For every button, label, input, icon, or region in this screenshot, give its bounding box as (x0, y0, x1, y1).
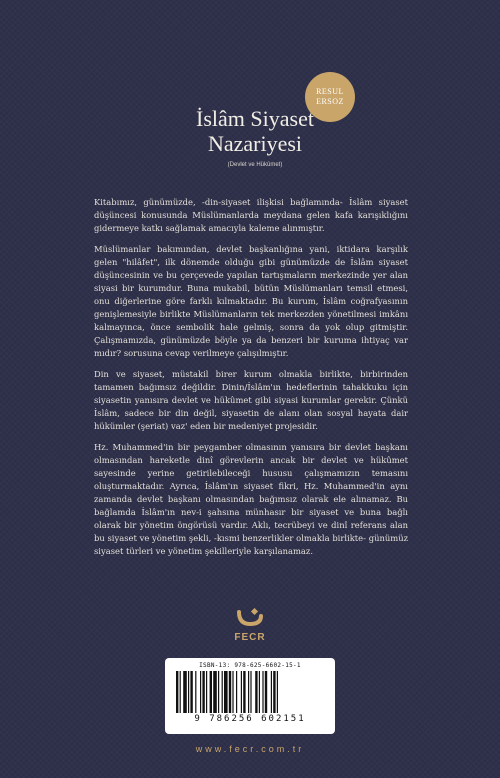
isbn-label: ISBN-13: 978-625-6602-15-1 (199, 662, 301, 669)
paragraph-3: Din ve siyaset, müstakil birer kurum olmakla birlikte, birbirinden tamamen bağımsız değildir. Dinin/İslâm'ın hedeflerinin tahakkuku için siyasetin yanısıra devlet ve hükûmet gibi siyasi kurumlar gerekir. Çünkü İslâm, sadece bir din değil, siyasetin de alanı olan sosyal hayata dair hükümler (şeriat) vaz' eden bir medeniyet projesidir. (94, 369, 408, 431)
barcode-icon (176, 671, 324, 713)
paragraph-4: Hz. Muhammed'in bir peygamber olmasının yanısıra bir devlet başkanı olmasından hareketle dinî görevlerin ancak bir devlet ve hükûmet sayesinde yerine getirilebileceği hususu çalışmamızın temasını oluşturmaktadır. Ayrıca, İslâm'ın siyaset fikri, Hz. Muhammed'in aynı zamanda devlet başkanı olmasından bağımsız olarak ele alınamaz. Bu bağlamda İslâm'ın nev-i şahsına münhasır bir siyaset ve buna bağlı olarak bir yönetim öngörüsü vardır. Aklı, tecrübeyi ve dinî referans alan bu siyaset ve yönetim şekli, -kısmi benzerlikler olmakla birlikte- günümüz siyaset türleri ve yönetim şekilleriyle karşılanamaz. (94, 442, 408, 556)
fecr-logo-icon (235, 608, 265, 630)
paragraph-1: Kitabımız, günümüzde, -din-siyaset ilişkisi bağlamında- İslâm siyaset düşüncesi konusunda Müslümanlarda meydana gelen kafa karışıklığını gidermeye katkı sağlamak amacıyla kaleme alınmıştır. (94, 197, 408, 233)
author-first-name: RESUL (316, 87, 344, 96)
back-cover-text (94, 196, 408, 566)
book-subtitle: (Devlet ve Hükûmet) (227, 162, 283, 168)
publisher-name: FECR (234, 632, 266, 643)
title-line-2: Nazariyesi (207, 131, 303, 156)
barcode-number: 9 786256 602151 (194, 714, 306, 724)
title-line-1: İslâm Siyaset (196, 106, 314, 131)
publisher-logo (220, 608, 280, 643)
author-last-name: ERSOZ (316, 97, 344, 106)
paragraph-2: Müslümanlar bakımından, devlet başkanlığına yani, iktidara karşılık gelen "hilâfet", ilk dönemde olduğu gibi günümüzde de İslâm siyaset düşüncesinin ve bu çerçevede yapılan tartışmaların merkezinde yer alan siyasi bir kurumdur. Buna mukabil, bütün Müslümanları temsil etmesi, onu diğerlerine göre farklı kılmaktadır. Bu kurum, İslâm coğrafyasının genişlemesiyle birlikte Müslümanların tek merkezden yönetilmesi imkânı kalmayınca, önce sembolik hale gelmiş, sonra da yok olup gitmiştir. Çalışmamızda, günümüzde böyle ya da benzeri bir kuruma ihtiyaç var mıdır? sorusuna cevap verilmeye çalışılmıştır. (94, 244, 408, 358)
website-url: www.fecr.com.tr (195, 744, 305, 754)
book-title (150, 106, 360, 156)
barcode-box (165, 658, 335, 734)
